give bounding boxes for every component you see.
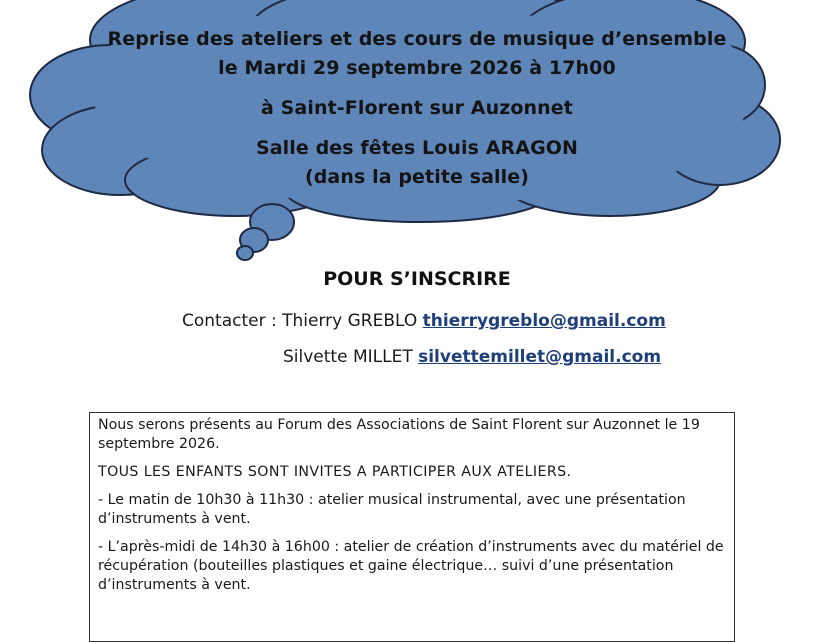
info-morning-workshop: - Le matin de 10h30 à 11h30 : atelier musical instrumental, avec une présentation d’instruments à vent. [98,492,686,527]
contact-line-silvette [283,347,661,367]
contact-prefix: Contacter : Thierry GREBLO [182,311,418,331]
info-children-invited: TOUS LES ENFANTS SONT INVITES A PARTICIPER AUX ATELIERS. [98,464,572,480]
info-forum: Nous serons présents au Forum des Associations de Saint Florent sur Auzonnet le 19 septembre 2026. [98,417,700,452]
contact-name-silvette: Silvette MILLET [283,347,413,367]
info-afternoon-workshop: - L’après-midi de 14h30 à 16h00 : atelier de création d’instruments avec du matériel de récupération (bouteilles plastiques et gaine électrique… suivi d’une présentation d’instruments à vent. [98,539,724,593]
email-link-silvette[interactable]: silvettemillet@gmail.com [418,347,662,367]
cloud-line-venue: Salle des fêtes Louis ARAGON [255,137,579,159]
contact-line-thierry [182,311,666,331]
register-heading: POUR S’INSCRIRE [323,268,511,290]
thought-bubble-small [237,246,253,260]
cloud-line-room: (dans la petite salle) [304,166,530,188]
cloud-line-town: à Saint-Florent sur Auzonnet [261,97,573,119]
cloud-line-resumption: Reprise des ateliers et des cours de musique d’ensemble [107,28,727,50]
info-box [89,412,735,642]
email-link-thierry[interactable]: thierrygreblo@gmail.com [422,311,666,331]
cloud-line-date: le Mardi 29 septembre 2026 à 17h00 [218,57,616,79]
